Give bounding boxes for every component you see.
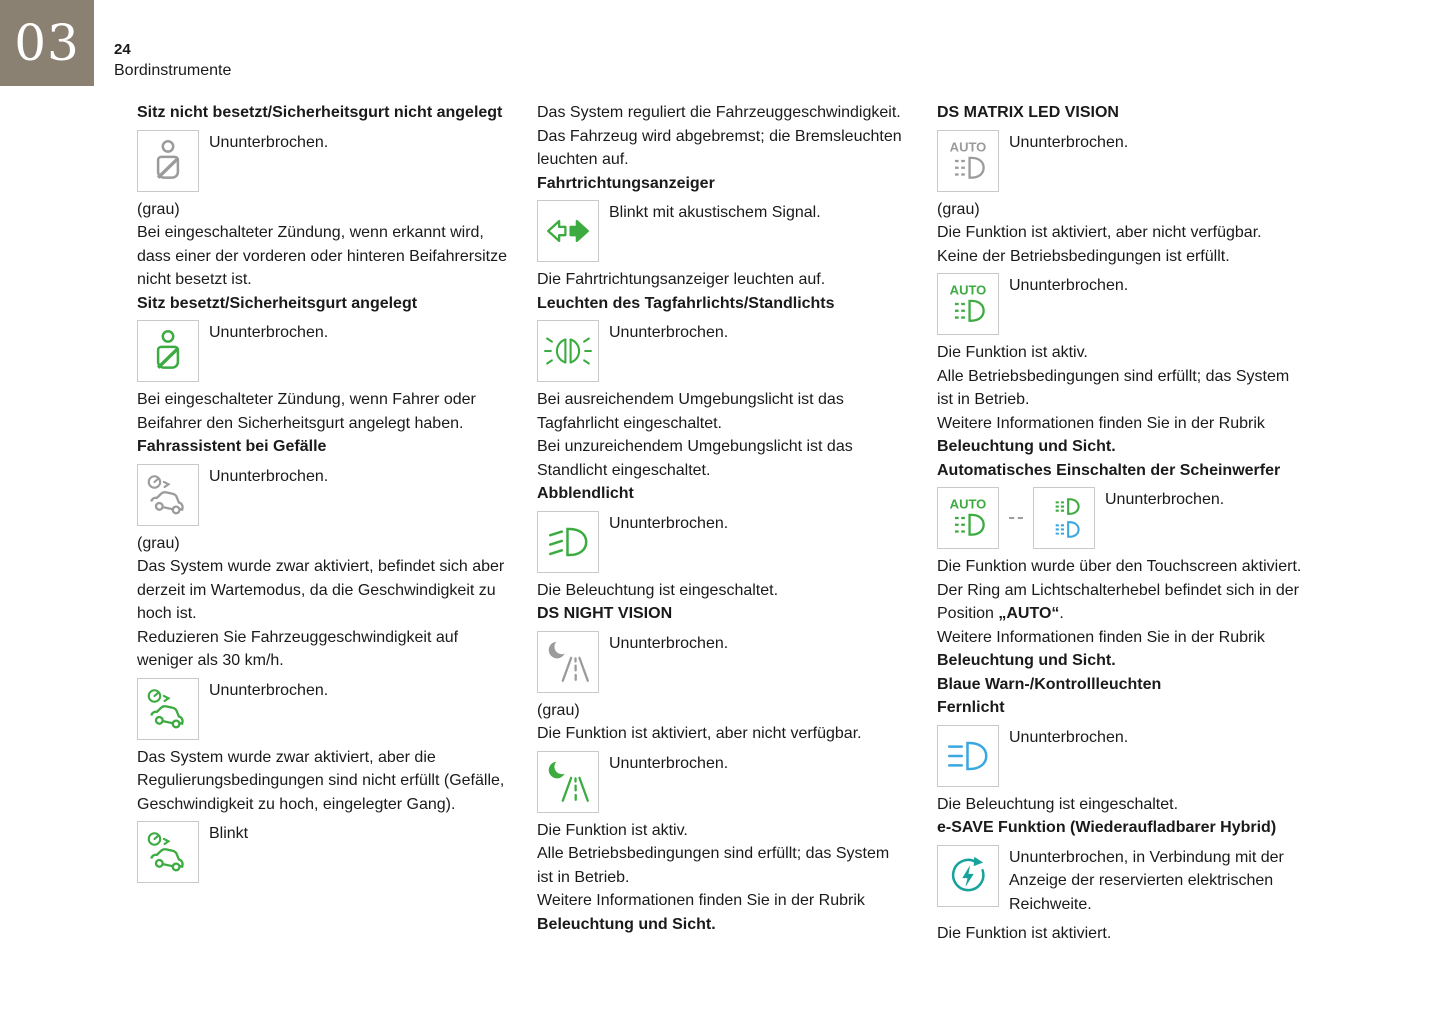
high-beam-icon <box>937 725 999 787</box>
indicator-state-label: Ununterbrochen, in Verbindung mit der Anzeige der reservierten elektrischen Reichweite. <box>1009 848 1284 913</box>
text-span: . <box>1059 605 1064 622</box>
paragraph: Das System reguliert die Fahrzeuggeschwindigkeit. <box>537 104 901 121</box>
auto-headlamp-icon <box>937 130 999 192</box>
paragraph: Die Beleuchtung ist eingeschaltet. <box>537 581 779 599</box>
paragraph <box>937 626 1309 673</box>
auto-headlamp-icon <box>937 487 999 549</box>
svg-text:AUTO: AUTO <box>949 139 987 155</box>
entry-heading: Fernlicht <box>937 699 1005 716</box>
paragraph: Die Funktion ist aktiviert. <box>937 925 1112 942</box>
text-span: Weitere Informationen finden Sie in der Rubrik <box>937 628 1265 646</box>
bold-text: Beleuchtung und Sicht. <box>937 438 1116 455</box>
connector-dashes <box>1009 517 1023 519</box>
entry-heading: Abblendlicht <box>537 485 634 502</box>
column-left <box>137 101 509 946</box>
night-vision-icon <box>537 631 599 693</box>
seatbelt-icon <box>137 130 199 192</box>
bold-text: Beleuchtung und Sicht. <box>937 652 1116 669</box>
entry-heading: e-SAVE Funktion (Wiederaufladbarer Hybrid) <box>937 819 1277 836</box>
indicator-row <box>537 320 909 382</box>
indicator-state-label: Ununterbrochen. <box>1009 728 1129 746</box>
chapter-number: 03 <box>14 14 80 72</box>
turn-indicators-icon <box>537 200 599 262</box>
indicator-state-label: Blinkt <box>209 825 249 842</box>
entry-heading: Leuchten des Tagfahrlichts/Standlichts <box>537 294 835 312</box>
indicator-row <box>137 130 509 192</box>
section-title: Bordinstrumente <box>114 62 232 80</box>
indicator-row <box>937 845 1309 917</box>
indicator-state-label: Ununterbrochen. <box>1105 491 1225 508</box>
paragraph: Reduzieren Sie Fahrzeuggeschwindigkeit auf weniger als 30 km/h. <box>137 628 459 669</box>
bold-text: Beleuchtung und Sicht. <box>537 915 716 933</box>
svg-text:AUTO: AUTO <box>949 282 987 298</box>
night-vision-icon <box>537 751 599 813</box>
paragraph: Alle Betriebsbedingungen sind erfüllt; das System ist in Betrieb. <box>937 367 1290 408</box>
indicator-state-label: Ununterbrochen. <box>609 634 729 652</box>
esave-icon <box>937 845 999 907</box>
paragraph: Die Fahrtrichtungsanzeiger leuchten auf. <box>537 271 826 288</box>
indicator-row <box>937 487 1309 549</box>
svg-text:AUTO: AUTO <box>949 496 987 512</box>
indicator-row <box>937 273 1309 335</box>
paragraph: Das System wurde zwar aktiviert, aber die Regulierungsbedingungen sind nicht erfüllt (Gefälle, Geschwindigkeit zu hoch, eingelegter Gang). <box>137 748 505 813</box>
page-number: 24 <box>114 41 131 58</box>
auto-headlamp-icon <box>937 273 999 335</box>
paragraph: Keine der Betriebsbedingungen ist erfüllt. <box>937 247 1230 265</box>
entry-heading: Automatisches Einschalten der Scheinwerfer <box>937 461 1281 479</box>
hill-descent-icon <box>137 821 199 883</box>
indicator-row <box>137 320 509 382</box>
low-beam-icon <box>537 511 599 573</box>
indicator-state-label: Ununterbrochen. <box>209 681 329 699</box>
paragraph: Alle Betriebsbedingungen sind erfüllt; das System ist in Betrieb. <box>537 845 890 886</box>
indicator-state-label: Ununterbrochen. <box>209 133 329 151</box>
hill-descent-icon <box>137 678 199 740</box>
indicator-state-label: Ununterbrochen. <box>609 514 729 532</box>
paragraph: Die Funktion wurde über den Touchscreen aktiviert. <box>937 558 1302 575</box>
indicator-state-label: Ununterbrochen. <box>609 324 729 341</box>
entry-heading: Sitz nicht besetzt/Sicherheitsgurt nicht angelegt <box>137 104 503 121</box>
paragraph: Die Funktion ist aktiv. <box>937 344 1088 361</box>
indicator-row <box>137 464 509 526</box>
paragraph: Die Beleuchtung ist eingeschaltet. <box>937 795 1179 813</box>
indicator-state-label: Ununterbrochen. <box>209 324 329 341</box>
entry-heading: Blaue Warn-/Kontrollleuchten <box>937 675 1162 693</box>
indicator-row <box>137 821 509 883</box>
paragraph <box>937 412 1309 459</box>
daytime-running-lights-icon <box>537 320 599 382</box>
paragraph: Die Funktion ist aktiv. <box>537 821 688 839</box>
paragraph: (grau) <box>137 200 180 218</box>
indicator-state-label: Ununterbrochen. <box>209 467 329 485</box>
entry-heading: Sitz besetzt/Sicherheitsgurt angelegt <box>137 294 418 312</box>
text-span: Der Ring am Lichtschalterhebel befindet sich in der Position <box>937 581 1299 622</box>
auto-lamps-pair-icon <box>1033 487 1095 549</box>
indicator-row <box>137 678 509 740</box>
paragraph <box>937 579 1309 626</box>
bold-text: „AUTO“ <box>998 605 1060 622</box>
column-right <box>937 101 1309 946</box>
indicator-row <box>537 631 909 693</box>
indicator-state-label: Ununterbrochen. <box>1009 277 1129 294</box>
paragraph: Bei ausreichendem Umgebungslicht ist das Tagfahrlicht eingeschaltet. <box>537 391 844 432</box>
indicator-row <box>937 130 1309 192</box>
indicator-row <box>937 725 1309 787</box>
paragraph: Bei eingeschalteter Zündung, wenn erkannt wird, dass einer der vorderen oder hinteren Beifahrersitze nicht besetzt ist. <box>137 224 507 288</box>
paragraph: Die Funktion ist aktiviert, aber nicht verfügbar. <box>537 725 862 742</box>
paragraph: Das System wurde zwar aktiviert, befindet sich aber derzeit im Wartemodus, da die Geschwindigkeit zu hoch ist. <box>137 558 505 622</box>
paragraph: (grau) <box>937 200 980 218</box>
entry-heading: DS MATRIX LED VISION <box>937 104 1119 121</box>
paragraph: Die Funktion ist aktiviert, aber nicht verfügbar. <box>937 224 1262 241</box>
paragraph <box>537 889 909 936</box>
entry-heading: Fahrassistent bei Gefälle <box>137 438 327 455</box>
page-header <box>114 40 231 82</box>
indicator-state-label: Ununterbrochen. <box>1009 133 1129 151</box>
indicator-state-label: Ununterbrochen. <box>609 754 729 772</box>
paragraph: (grau) <box>537 701 580 719</box>
indicator-state-label: Blinkt mit akustischem Signal. <box>609 204 821 221</box>
seatbelt-icon <box>137 320 199 382</box>
text-span: Weitere Informationen finden Sie in der Rubrik <box>537 892 865 909</box>
paragraph: Bei unzureichendem Umgebungslicht ist das Standlicht eingeschaltet. <box>537 438 853 479</box>
chapter-badge <box>0 0 94 86</box>
indicator-row <box>537 200 909 262</box>
indicator-row <box>537 751 909 813</box>
text-span: Weitere Informationen finden Sie in der Rubrik <box>937 414 1265 432</box>
entry-heading: Fahrtrichtungsanzeiger <box>537 174 715 192</box>
paragraph: Das Fahrzeug wird abgebremst; die Bremsleuchten leuchten auf. <box>537 127 902 168</box>
paragraph: Bei eingeschalteter Zündung, wenn Fahrer oder Beifahrer den Sicherheitsgurt angelegt haben. <box>137 391 476 432</box>
indicator-row <box>537 511 909 573</box>
hill-descent-icon <box>137 464 199 526</box>
paragraph: (grau) <box>137 534 180 552</box>
content-columns <box>137 101 1309 946</box>
column-middle <box>537 101 909 946</box>
entry-heading: DS NIGHT VISION <box>537 605 673 622</box>
